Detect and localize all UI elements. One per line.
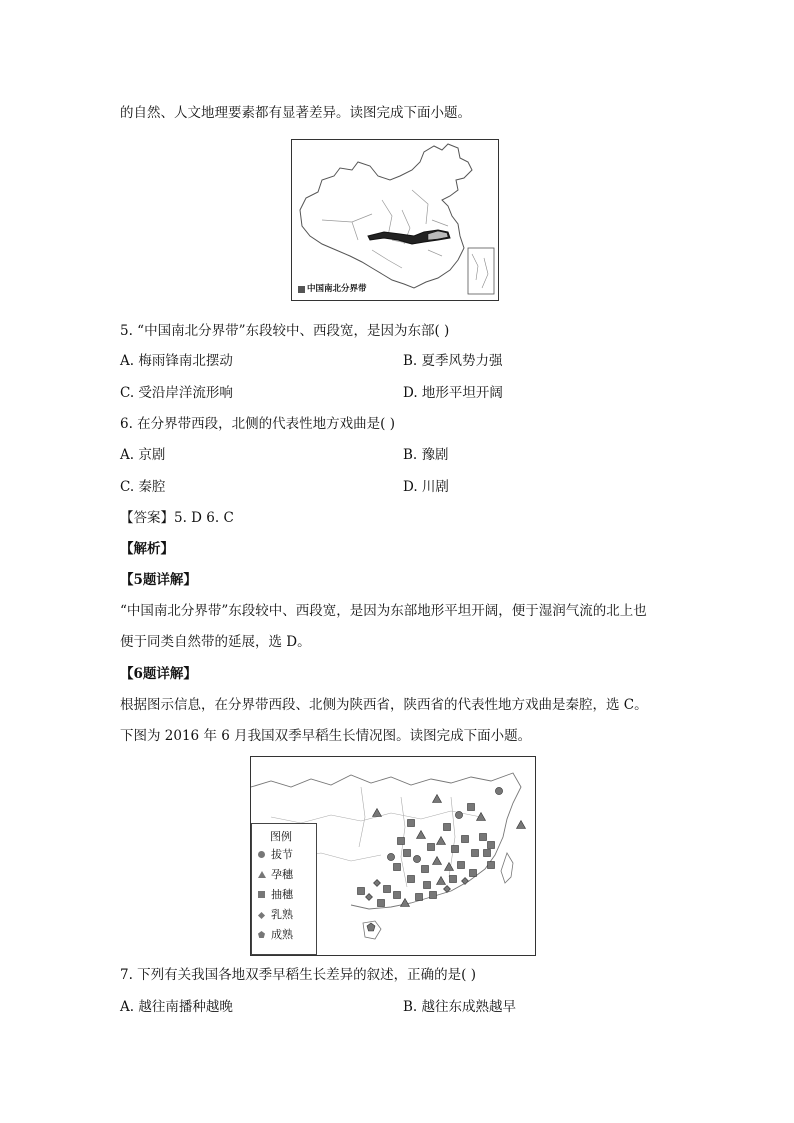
pentagon-icon [258,931,265,938]
booting-marker [373,809,382,817]
heading-marker [408,876,415,883]
diamond-icon [258,912,265,919]
analysis-title: 【解析】 [120,541,174,557]
detail6-text-1: 根据图示信息，在分界带西段、北侧为陕西省，陕西省的代表性地方戏曲是秦腔，选 C。 [120,697,648,713]
booting-marker [517,821,526,829]
detail5-text-1: “中国南北分界带”东段较中、西段宽，是因为东部地形平坦开阔，便于湿润气流的北上也 [120,603,647,619]
map2-legend [251,823,317,955]
booting-marker [437,877,446,885]
heading-marker [428,844,435,851]
heading-marker [424,882,431,889]
legend-item-heading: 抽穗 [258,888,293,902]
rice-growth-map [250,756,536,956]
heading-marker [458,862,465,869]
q7-option-b: B. 越往东成熟越早 [403,999,517,1015]
q5-option-b: B. 夏季风势力强 [403,353,503,369]
q7-stem: 7. 下列有关我国各地双季早稻生长差异的叙述，正确的是( ) [120,967,476,983]
q6-option-a: A. 京剧 [120,447,166,463]
heading-marker [404,850,411,857]
q6-option-c: C. 秦腔 [120,479,166,495]
heading-marker [430,892,437,899]
heading-marker [444,824,451,831]
heading-marker [452,846,459,853]
china-outline-drawing [292,140,498,300]
q6-option-d: D. 川剧 [403,479,449,495]
milk-marker [374,880,381,887]
jointing-marker [495,787,502,794]
q5-option-c: C. 受沿岸洋流形响 [120,385,233,401]
heading-marker [450,876,457,883]
booting-marker [437,837,446,845]
booting-marker [433,857,442,865]
legend-title: 图例 [270,830,292,843]
heading-marker [408,820,415,827]
heading-marker [384,886,391,893]
south-sea-inset [468,248,494,294]
heading-marker [422,866,429,873]
heading-marker [488,842,495,849]
rice-stage-markers [358,787,526,931]
booting-marker [433,795,442,803]
heading-marker [470,870,477,877]
booting-marker [445,863,454,871]
square-icon [258,891,265,898]
q5-option-d: D. 地形平坦开阔 [403,385,503,401]
intro2-text: 下图为 2016 年 6 月我国双季早稻生长情况图。读图完成下面小题。 [120,728,532,744]
caption-swatch [298,286,305,293]
mature-marker [367,923,375,931]
map1-caption: 中国南北分界带 [307,284,367,294]
heading-marker [358,888,365,895]
detail5-title: 【5题详解】 [120,572,197,588]
booting-marker [401,899,410,907]
q5-stem: 5. “中国南北分界带”东段较中、西段宽，是因为东部( ) [120,323,450,339]
jointing-marker [387,853,394,860]
jointing-marker [455,811,462,818]
q5-option-a: A. 梅雨锋南北摆动 [120,353,233,369]
heading-marker [472,850,479,857]
heading-marker [394,892,401,899]
detail5-text-2: 便于同类自然带的延展，选 D。 [120,634,311,650]
heading-marker [488,862,495,869]
detail6-title: 【6题详解】 [120,666,197,682]
answer-line: 【答案】5. D 6. C [120,510,234,526]
heading-marker [378,900,385,907]
taiwan-island [501,853,513,883]
heading-marker [416,894,423,901]
heading-marker [398,838,405,845]
intro-text: 的自然、人文地理要素都有显著差异。读图完成下面小题。 [120,105,471,121]
q6-stem: 6. 在分界带西段，北侧的代表性地方戏曲是( ) [120,416,395,432]
q7-option-a: A. 越往南播种越晚 [120,999,233,1015]
heading-marker [480,834,487,841]
circle-icon [258,851,265,858]
milk-marker [366,894,373,901]
milk-marker [462,878,469,885]
jointing-marker [413,855,420,862]
china-boundary-map [291,139,499,301]
legend-item-booting: 孕穗 [258,868,293,882]
booting-marker [417,831,426,839]
heading-marker [484,850,491,857]
legend-item-mature: 成熟 [258,928,293,942]
heading-marker [468,804,475,811]
heading-marker [394,864,401,871]
triangle-icon [258,871,266,878]
legend-item-jointing: 拔节 [258,848,293,862]
q6-option-b: B. 豫剧 [403,447,449,463]
legend-item-milk: 乳熟 [258,908,293,922]
heading-marker [462,836,469,843]
